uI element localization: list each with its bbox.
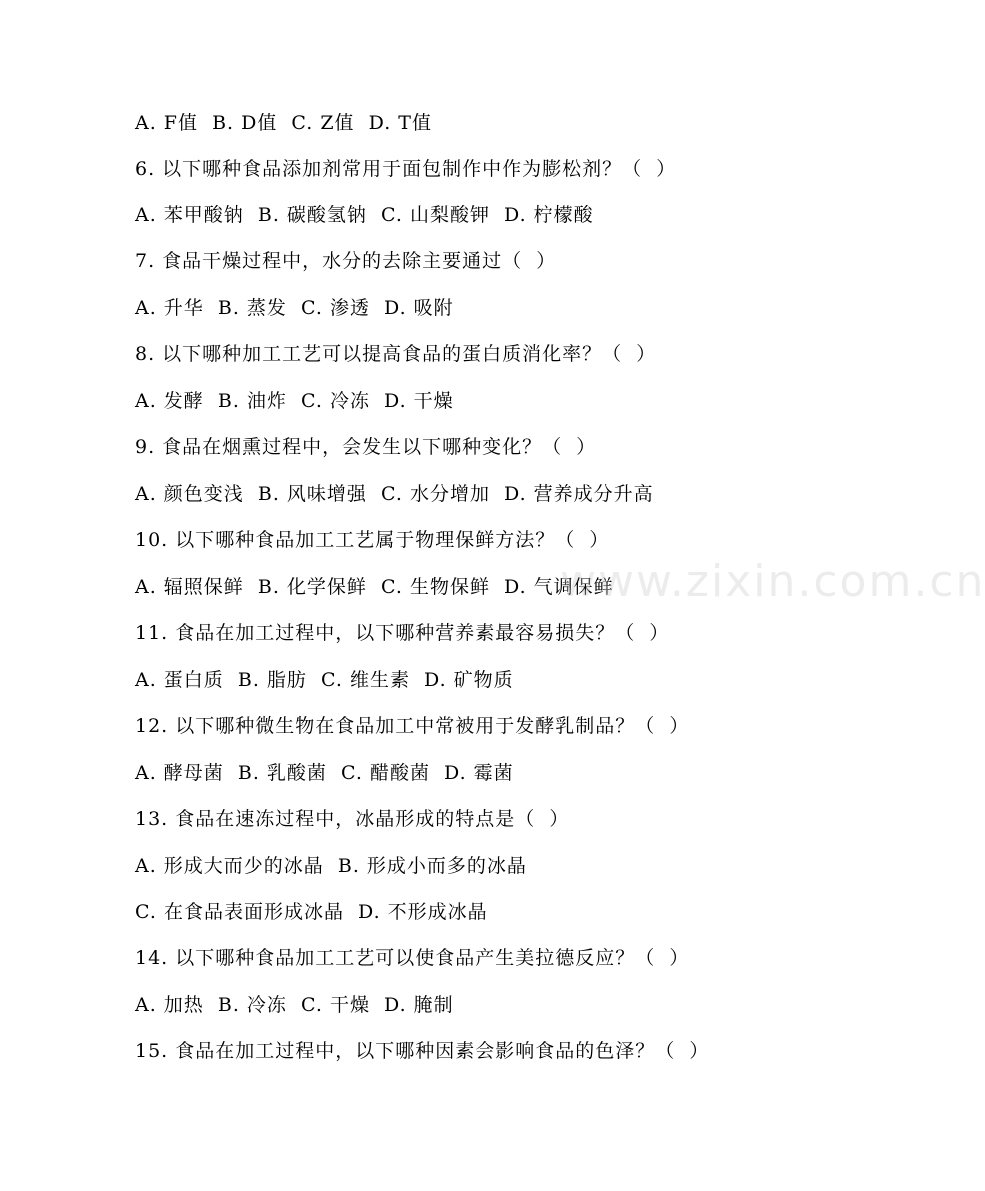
option-line-q13-b: C. 在食品表面形成冰晶 D. 不形成冰晶 bbox=[135, 901, 488, 923]
option-line-q13-a: A. 形成大而少的冰晶 B. 形成小而多的冰晶 bbox=[135, 855, 527, 877]
watermark: www.zixin.com.cn bbox=[560, 556, 985, 607]
question-14: 14. 以下哪种食品加工工艺可以使食品产生美拉德反应？（ ） bbox=[135, 947, 690, 969]
option-line-q9: A. 颜色变浅 B. 风味增强 C. 水分增加 D. 营养成分升高 bbox=[135, 483, 654, 505]
question-13: 13. 食品在速冻过程中，冰晶形成的特点是（ ） bbox=[135, 808, 570, 830]
option-line-q11: A. 蛋白质 B. 脂肪 C. 维生素 D. 矿物质 bbox=[135, 669, 514, 691]
option-line-q8: A. 发酵 B. 油炸 C. 冷冻 D. 干燥 bbox=[135, 390, 454, 412]
question-15: 15. 食品在加工过程中，以下哪种因素会影响食品的色泽？（ ） bbox=[135, 1040, 710, 1062]
question-6: 6. 以下哪种食品添加剂常用于面包制作中作为膨松剂？（ ） bbox=[135, 158, 677, 180]
question-8: 8. 以下哪种加工工艺可以提高食品的蛋白质消化率？（ ） bbox=[135, 343, 657, 365]
question-10: 10. 以下哪种食品加工工艺属于物理保鲜方法？（ ） bbox=[135, 529, 610, 551]
question-11: 11. 食品在加工过程中，以下哪种营养素最容易损失？（ ） bbox=[135, 622, 670, 644]
question-9: 9. 食品在烟熏过程中，会发生以下哪种变化？（ ） bbox=[135, 436, 597, 458]
option-line-q10: A. 辐照保鲜 B. 化学保鲜 C. 生物保鲜 D. 气调保鲜 bbox=[135, 576, 614, 598]
option-line-q12: A. 酵母菌 B. 乳酸菌 C. 醋酸菌 D. 霉菌 bbox=[135, 762, 514, 784]
option-line-q6: A. 苯甲酸钠 B. 碳酸氢钠 C. 山梨酸钾 D. 柠檬酸 bbox=[135, 204, 594, 226]
option-line-q14: A. 加热 B. 冷冻 C. 干燥 D. 腌制 bbox=[135, 994, 454, 1016]
question-7: 7. 食品干燥过程中，水分的去除主要通过（ ） bbox=[135, 250, 557, 272]
option-line-q7: A. 升华 B. 蒸发 C. 渗透 D. 吸附 bbox=[135, 297, 454, 319]
question-12: 12. 以下哪种微生物在食品加工中常被用于发酵乳制品？（ ） bbox=[135, 715, 690, 737]
option-line-q5: A. F值 B. D值 C. Z值 D. T值 bbox=[135, 112, 432, 134]
